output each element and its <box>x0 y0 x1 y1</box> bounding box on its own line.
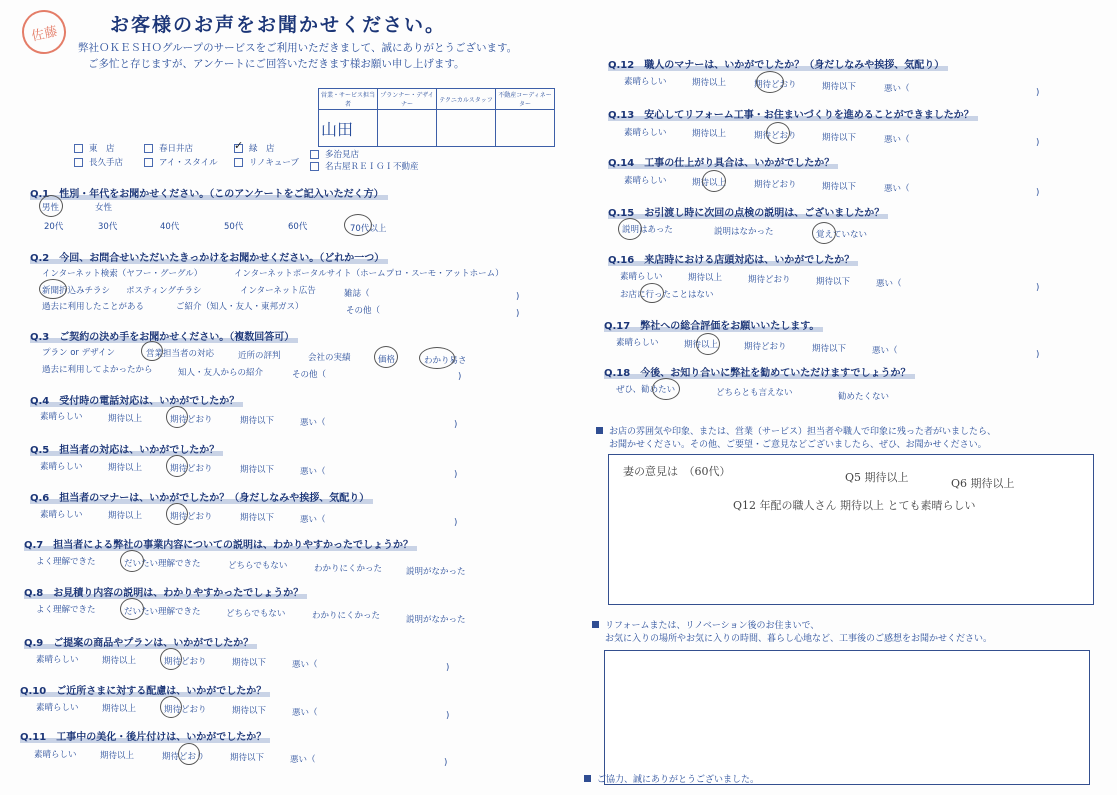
option-below[interactable]: 期待以下 <box>232 658 267 668</box>
option-expected[interactable]: 期待どおり <box>754 80 797 90</box>
option-excellent[interactable]: 素晴らしい <box>36 655 79 665</box>
intro-line-1: 弊社ＯＫＥＳＨＯグループのサービスをご利用いただきまして、誠にありがとうございます。 <box>78 42 518 54</box>
question-16: Q.16 来店時における店頭対応は、いかがでしたか？ <box>608 251 858 266</box>
option-above[interactable]: 期待以上 <box>692 78 727 88</box>
option-bad[interactable]: 悪い（ <box>872 346 898 356</box>
checkbox-icon[interactable] <box>74 158 83 167</box>
answer-circle <box>39 195 63 217</box>
comment-line: Q5 期待以上 <box>845 471 909 484</box>
checkbox-icon[interactable] <box>144 158 153 167</box>
answer-circle <box>160 648 182 670</box>
option-bad[interactable]: 悪い（ <box>300 418 326 428</box>
option-excellent[interactable]: 素晴らしい <box>40 510 83 520</box>
answer-circle <box>120 550 144 572</box>
option[interactable]: その他（ <box>292 370 327 380</box>
answer-circle <box>696 333 720 355</box>
option-below[interactable]: 期待以下 <box>822 182 857 192</box>
option-bad[interactable]: 悪い（ <box>300 467 326 477</box>
option[interactable]: 説明がなかった <box>406 615 466 625</box>
option-excellent[interactable]: 素晴らしい <box>34 750 77 760</box>
option[interactable]: だいたい理解できた <box>124 559 201 569</box>
option[interactable]: その他（ <box>346 306 381 316</box>
thanks-line: ご協力、誠にありがとうございました。 <box>584 774 759 787</box>
answer-circle <box>812 222 836 244</box>
option-bad[interactable]: 悪い（ <box>290 755 316 765</box>
option-excellent[interactable]: 素晴らしい <box>624 77 667 87</box>
checkbox-icon[interactable] <box>74 144 83 153</box>
answer-circle <box>419 347 455 369</box>
answer-circle <box>374 346 398 368</box>
free-comment-1-box[interactable] <box>608 454 1094 605</box>
answer-circle <box>652 378 680 400</box>
option-expected[interactable]: 期待どおり <box>170 415 213 425</box>
answer-circle <box>166 503 188 525</box>
question-4: Q.4 受付時の電話対応は、いかがでしたか？ <box>30 392 243 407</box>
option-excellent[interactable]: 素晴らしい <box>36 703 79 713</box>
staff-header-realestate: 不動産コーディネーター <box>496 89 555 110</box>
option-below[interactable]: 期待以下 <box>230 753 265 763</box>
option-above[interactable]: 期待以上 <box>684 340 719 350</box>
option[interactable]: プラン or デザイン <box>42 348 116 358</box>
comment-line: Q12 年配の職人さん 期待以上 とても素晴らしい <box>733 499 976 512</box>
paren: ) <box>1036 188 1040 198</box>
question-9: Q.9 ご提案の商品やプランは、いかがでしたか？ <box>24 634 257 649</box>
answer-circle <box>166 406 188 428</box>
option-expected[interactable]: 期待どおり <box>170 512 213 522</box>
option[interactable]: わかりにくかった <box>312 611 381 621</box>
option-excellent[interactable]: 素晴らしい <box>624 128 667 138</box>
paren: ) <box>1036 283 1040 293</box>
option-age[interactable]: 60代 <box>288 222 308 232</box>
option-bad[interactable]: 悪い（ <box>884 135 910 145</box>
staff-header-sales: 営業・サービス担当者 <box>319 89 378 110</box>
checkbox-icon[interactable] <box>144 144 153 153</box>
option[interactable]: お店に行ったことはない <box>620 290 714 300</box>
store-option[interactable]: 長久手店 <box>74 156 123 168</box>
option-expected[interactable]: 期待どおり <box>162 752 205 762</box>
option[interactable]: インターネットポータルサイト（ホームプロ・スーモ・アットホーム） <box>234 269 504 279</box>
option-below[interactable]: 期待以下 <box>822 133 857 143</box>
question-1: Q.1 性別・年代をお聞かせください。（このアンケートをご記入いただく方） <box>30 185 388 200</box>
option[interactable]: 勧めたくない <box>838 392 890 402</box>
paren: ) <box>1036 350 1040 360</box>
answer-circle <box>640 283 664 303</box>
option-bad[interactable]: 悪い（ <box>884 184 910 194</box>
option[interactable]: 価格 <box>378 355 396 365</box>
store-option[interactable]: 春日井店 <box>144 142 193 154</box>
option[interactable]: ぜひ、勧めたい <box>616 385 676 395</box>
option[interactable]: 説明はなかった <box>714 227 774 237</box>
checkbox-checked-icon[interactable] <box>234 144 243 153</box>
option-male[interactable]: 男性 <box>42 203 60 213</box>
answer-circle <box>178 743 200 765</box>
option-expected[interactable]: 期待どおり <box>754 180 797 190</box>
seal-stamp: 佐藤 <box>18 6 70 58</box>
comment-line: 妻の意見は （60代） <box>623 465 731 478</box>
paren: ) <box>454 518 458 528</box>
staff-header-planner: プランナー・デザイナー <box>378 89 437 110</box>
question-5: Q.5 担当者の対応は、いかがでしたか？ <box>30 441 223 456</box>
answer-circle <box>756 71 784 93</box>
option-below[interactable]: 期待以下 <box>822 82 857 92</box>
option-below[interactable]: 期待以下 <box>812 344 847 354</box>
paren: ) <box>454 470 458 480</box>
staff-table <box>318 88 555 147</box>
staff-name-technical[interactable] <box>437 110 496 147</box>
square-bullet-icon <box>592 621 599 628</box>
option-expected[interactable]: 期待どおり <box>164 657 207 667</box>
staff-name-planner[interactable] <box>378 110 437 147</box>
option[interactable]: 覚えていない <box>816 230 868 240</box>
option-above[interactable]: 期待以上 <box>108 511 143 521</box>
option-bad[interactable]: 悪い（ <box>292 708 318 718</box>
option-age[interactable]: 20代 <box>44 222 64 232</box>
option-above[interactable]: 期待以上 <box>100 751 135 761</box>
option[interactable]: 新聞折込みチラシ <box>42 286 111 296</box>
option-excellent[interactable]: 素晴らしい <box>624 176 667 186</box>
square-bullet-icon <box>584 775 591 782</box>
answer-circle <box>702 170 726 192</box>
question-3: Q.3 ご契約の決め手をお聞かせください。（複数回答可） <box>30 328 298 343</box>
staff-name-realestate[interactable] <box>496 110 555 147</box>
option-expected[interactable]: 期待どおり <box>744 342 787 352</box>
answer-circle <box>160 696 182 718</box>
option-above[interactable]: 期待以上 <box>108 414 143 424</box>
intro-line-2: ご多忙と存じますが、アンケートにご回答いただきます様お願い申し上げます。 <box>88 58 465 70</box>
paren: ) <box>1036 88 1040 98</box>
option[interactable]: 営業担当者の対応 <box>146 349 215 359</box>
page-title: お客様のお声をお聞かせください。 <box>110 14 447 36</box>
option-age[interactable]: 30代 <box>98 222 118 232</box>
option-above[interactable]: 期待以上 <box>688 273 723 283</box>
paren: ) <box>446 711 450 721</box>
answer-circle <box>141 341 163 361</box>
option-above[interactable]: 期待以上 <box>692 129 727 139</box>
option[interactable]: 説明はあった <box>622 225 673 235</box>
question-11: Q.11 工事中の美化・後片付けは、いかがでしたか？ <box>20 728 270 743</box>
option-expected[interactable]: 期待どおり <box>754 131 797 141</box>
option-below[interactable]: 期待以下 <box>240 416 275 426</box>
option-above[interactable]: 期待以上 <box>692 178 727 188</box>
question-13: Q.13 安心してリフォーム工事・お住まいづくりを進めることができましたか？ <box>608 106 978 121</box>
free-comment-2-label: リフォームまたは、リノベーション後のお住まいで、 <box>592 620 819 633</box>
answer-circle <box>618 218 642 240</box>
free-comment-2-box[interactable] <box>604 650 1090 785</box>
option-expected[interactable]: 期待どおり <box>748 275 791 285</box>
paren: ) <box>454 420 458 430</box>
store-option[interactable]: アイ・スタイル <box>144 156 218 168</box>
option-bad[interactable]: 悪い（ <box>876 279 902 289</box>
answer-circle <box>39 279 67 299</box>
option[interactable]: わかりにくかった <box>314 564 383 574</box>
question-15: Q.15 お引渡し時に次回の点検の説明は、ございましたか？ <box>608 204 888 219</box>
option[interactable]: 雑誌（ <box>344 289 370 299</box>
option-expected[interactable]: 期待どおり <box>170 464 213 474</box>
question-10: Q.10 ご近所さまに対する配慮は、いかがでしたか？ <box>20 682 270 697</box>
paren: ) <box>444 758 448 768</box>
option[interactable]: 近所の評判 <box>238 351 281 361</box>
question-18: Q.18 今後、お知り合いに弊社を勧めていただけますでしょうか？ <box>604 364 915 379</box>
option[interactable]: インターネット広告 <box>240 286 316 296</box>
paren: ) <box>458 372 462 382</box>
paren: ) <box>1036 138 1040 148</box>
store-option[interactable]: 名古屋ＲＥＩＧＩ不動産 <box>310 160 419 172</box>
option-below[interactable]: 期待以下 <box>816 277 851 287</box>
option-above[interactable]: 期待以上 <box>102 656 137 666</box>
option-excellent[interactable]: 素晴らしい <box>40 412 83 422</box>
question-14: Q.14 工事の仕上がり具合は、いかがでしたか？ <box>608 154 838 169</box>
question-17: Q.17 弊社への総合評価をお願いいたします。 <box>604 317 823 332</box>
option[interactable]: 説明がなかった <box>406 567 466 577</box>
option-bad[interactable]: 悪い（ <box>300 515 326 525</box>
store-option[interactable]: リノキューブ <box>234 156 299 168</box>
answer-circle <box>344 214 372 236</box>
option-above[interactable]: 期待以上 <box>108 463 143 473</box>
option-expected[interactable]: 期待どおり <box>164 705 207 715</box>
option-excellent[interactable]: 素晴らしい <box>616 338 659 348</box>
store-option-checked[interactable]: ✓ 緑 店 <box>234 142 275 154</box>
answer-circle <box>120 598 144 620</box>
option[interactable]: どちらでもない <box>228 561 288 571</box>
option[interactable]: だいたい理解できた <box>124 607 201 617</box>
option[interactable]: どちらでもない <box>226 609 286 619</box>
question-6: Q.6 担当者のマナーは、いかがでしたか？（身だしなみや挨拶、気配り） <box>30 489 373 504</box>
option-bad[interactable]: 悪い（ <box>884 84 910 94</box>
store-option[interactable]: 多治見店 <box>310 148 359 160</box>
option-excellent[interactable]: 素晴らしい <box>40 462 83 472</box>
option-age[interactable]: 50代 <box>224 222 244 232</box>
option[interactable]: よく理解できた <box>36 605 96 615</box>
option-excellent[interactable]: 素晴らしい <box>620 272 663 282</box>
question-7: Q.7 担当者による弊社の事業内容についての説明は、わかりやすかったでしょうか？ <box>24 536 417 551</box>
option[interactable]: よく理解できた <box>36 557 96 567</box>
question-2: Q.2 今回、お問合せいただいたきっかけをお聞かせください。（どれか一つ） <box>30 249 388 264</box>
checkbox-icon[interactable] <box>310 162 319 171</box>
question-8: Q.8 お見積り内容の説明は、わかりやすかったでしょうか？ <box>24 584 307 599</box>
free-comment-1-label: お店の雰囲気や印象、または、営業（サービス）担当者や職人で印象に残った者がいましたら、 <box>596 426 996 439</box>
option[interactable]: 過去に利用したことがある <box>42 302 145 312</box>
option[interactable]: 知人・友人からの紹介 <box>178 368 264 378</box>
store-option[interactable]: 東 店 <box>74 142 115 154</box>
option-below[interactable]: 期待以下 <box>232 706 267 716</box>
question-12: Q.12 職人のマナーは、いかがでしたか？（身だしなみや挨拶、気配り） <box>608 56 948 71</box>
comment-line: Q6 期待以上 <box>951 477 1015 490</box>
option-below[interactable]: 期待以下 <box>240 513 275 523</box>
option-bad[interactable]: 悪い（ <box>292 660 318 670</box>
staff-name-sales[interactable]: 山田 <box>319 110 378 147</box>
answer-circle <box>766 122 790 144</box>
option[interactable]: どちらとも言えない <box>716 388 793 398</box>
paren: ) <box>516 309 520 319</box>
option[interactable]: ご紹介（知人・友人・東邦ガス） <box>176 302 304 312</box>
free-comment-1-label-2: お聞かせください。その他、ご要望・ご意見などございましたら、ぜひ、お聞かせください。 <box>609 440 987 450</box>
option-below[interactable]: 期待以下 <box>240 465 275 475</box>
option[interactable]: わかり易さ <box>424 356 467 366</box>
option-age[interactable]: 40代 <box>160 222 180 232</box>
paren: ) <box>516 292 520 302</box>
option-female[interactable]: 女性 <box>95 203 113 213</box>
answer-circle <box>166 455 188 477</box>
option-age[interactable]: 70代以上 <box>350 224 387 234</box>
option[interactable]: ポスティングチラシ <box>126 286 202 296</box>
staff-header-technical: テクニカルスタッフ <box>437 89 496 110</box>
checkbox-icon[interactable] <box>310 150 319 159</box>
free-comment-2-label-2: お気に入りの場所やお気に入りの時間、暮らし心地など、工事後のご感想をお聞かせください。 <box>605 634 993 644</box>
checkbox-icon[interactable] <box>234 158 243 167</box>
square-bullet-icon <box>596 427 603 434</box>
option[interactable]: 過去に利用してよかったから <box>42 365 153 375</box>
option[interactable]: インターネット検索（ヤフー・グーグル） <box>42 269 203 279</box>
paren: ) <box>446 663 450 673</box>
option[interactable]: 会社の実績 <box>308 353 351 363</box>
option-above[interactable]: 期待以上 <box>102 704 137 714</box>
